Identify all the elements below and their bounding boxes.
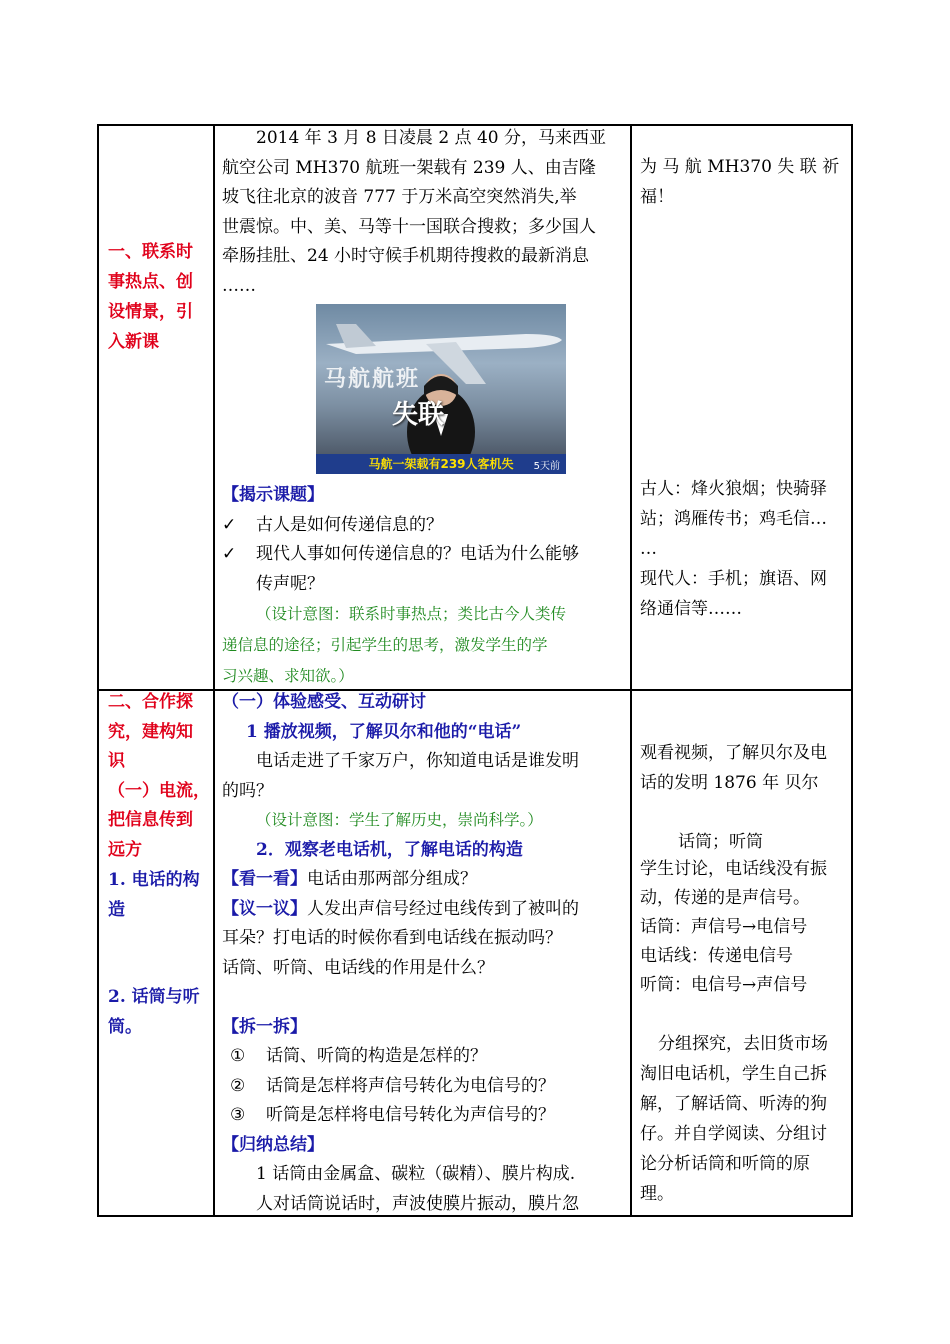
note-line: 电话线：传递电信号 xyxy=(640,946,793,966)
item-text: 话筒、听筒的构造是怎样的？ xyxy=(266,1046,487,1066)
note-line: 福！ xyxy=(640,187,674,207)
number-mark: ② xyxy=(230,1075,246,1096)
row2-section-title xyxy=(108,688,212,865)
numbered-item xyxy=(222,1042,627,1072)
title-line: 设情景，引 xyxy=(108,302,193,322)
summary-text: 人对话筒说话时，声波使膜片振动，膜片忽 xyxy=(256,1193,579,1214)
note-line: 听筒：电信号→声信号 xyxy=(640,975,808,995)
news-photo xyxy=(316,304,566,474)
column-divider xyxy=(630,126,632,1215)
note-line: 为 马 航 MH370 失 联 祈 xyxy=(640,157,840,177)
row2-right-video xyxy=(640,738,845,798)
row2-subtopic-2 xyxy=(108,983,212,1042)
row2-right-discussion xyxy=(640,855,845,1000)
intro-line: 航空公司 MH370 航班一架载有 239 人、由吉隆 xyxy=(222,157,596,178)
item-text: 听筒是怎样将电信号转化为声信号的？ xyxy=(266,1105,555,1125)
check-icon: ✓ xyxy=(222,544,237,564)
take-apart-tag: 【拆一拆】 xyxy=(222,1016,307,1037)
answer-line: 站；鸿雁传书；鸡毛信… xyxy=(640,509,827,529)
design-line: （设计意图：联系时事热点；类比古今人类传 xyxy=(256,605,567,623)
note-line: 理。 xyxy=(640,1184,674,1204)
design-intent xyxy=(222,599,627,692)
title-line: 把信息传到 xyxy=(108,810,193,830)
question-item xyxy=(222,540,627,570)
intro-line: 牵肠挂肚、24 小时守候手机期待搜救的最新消息 xyxy=(222,246,590,266)
summary-text: 1 话筒由金属盒、碳粒（碳精）、膜片构成. xyxy=(256,1164,576,1184)
discuss-text: 人发出声信号经过电线传到了被叫的 xyxy=(307,898,579,919)
answer-line: 络通信等…… xyxy=(640,599,742,619)
numbered-item xyxy=(222,1101,627,1131)
answer-line: … xyxy=(640,539,657,559)
question-text-cont: 传声呢？ xyxy=(256,573,324,594)
design-line: 习兴趣、求知欲。） xyxy=(222,667,354,685)
ticker-text: 马航一架载有239人客机失 xyxy=(368,457,514,471)
question-text: 电话走进了千家万户，你知道电话是谁发明 xyxy=(256,751,579,771)
design-intent: （设计意图：学生了解历史，崇尚科学。） xyxy=(256,811,543,829)
step-heading: 1 播放视频，了解贝尔和他的“电话” xyxy=(246,721,522,742)
news-ticker xyxy=(316,454,566,474)
subtopic-line: 1. 电话的构 xyxy=(108,870,200,890)
intro-line: 坡飞往北京的波音 777 于万米高空突然消失,举 xyxy=(222,187,577,207)
design-line: 递信息的途径；引起学生的思考，激发学生的学 xyxy=(222,636,548,654)
summary-tag: 【归纳总结】 xyxy=(222,1134,324,1155)
note-line: 淘旧电话机，学生自己拆 xyxy=(640,1064,827,1084)
row1-section-title xyxy=(108,237,208,357)
title-line: （一）电流， xyxy=(108,780,210,801)
answer-line: 古人：烽火狼烟；快骑驿 xyxy=(640,479,827,499)
row2-right-explore xyxy=(640,1029,845,1209)
look-text: 电话由那两部分组成？ xyxy=(307,869,477,889)
note-line: 动，传递的是声信号。 xyxy=(640,888,810,908)
note-line: 话筒：声信号→电信号 xyxy=(640,917,808,937)
note-line: 话的发明 1876 年 贝尔 xyxy=(640,773,819,793)
question-item xyxy=(222,511,627,541)
question-text: 古人是如何传递信息的？ xyxy=(256,514,443,535)
question-text: 现代人事如何传递信息的？电话为什么能够 xyxy=(256,544,579,564)
title-line: 事热点、创 xyxy=(108,272,193,292)
question-text: 的吗？ xyxy=(222,780,273,801)
discuss-tag: 【议一议】 xyxy=(222,898,307,919)
subtopic-line: 造 xyxy=(108,899,125,920)
row1-intro-text xyxy=(222,124,622,301)
row1-right-answers xyxy=(640,474,845,624)
row1-topic-section xyxy=(222,481,627,692)
reveal-topic-heading: 【揭示课题】 xyxy=(222,485,324,505)
photo-caption: 马航航班 xyxy=(324,367,421,392)
ticker-time: 5天前 xyxy=(533,461,560,472)
note-line: 分组探究，去旧货市场 xyxy=(658,1034,828,1054)
discuss-text: 话筒、听筒、电话线的作用是什么？ xyxy=(222,957,494,978)
item-text: 话筒是怎样将声信号转化为电信号的？ xyxy=(266,1075,555,1096)
check-icon: ✓ xyxy=(222,514,237,535)
intro-line: …… xyxy=(222,275,256,296)
number-mark: ③ xyxy=(230,1105,246,1125)
intro-line: 2014 年 3 月 8 日凌晨 2 点 40 分，马来西亚 xyxy=(256,128,606,148)
look-tag: 【看一看】 xyxy=(222,869,307,889)
photo-headline: 失联 xyxy=(392,400,445,430)
title-line: 究，建构知 xyxy=(108,721,193,742)
title-line: 一、联系时 xyxy=(108,242,193,262)
row2-right-parts xyxy=(678,827,843,857)
note-line: 仔。并自学阅读、分组讨 xyxy=(640,1124,827,1144)
note-line: 话筒；听筒 xyxy=(678,832,763,852)
title-line: 识 xyxy=(108,751,125,771)
column-divider xyxy=(213,126,215,1215)
intro-line: 世震惊。中、美、马等十一国联合搜救；多少国人 xyxy=(222,216,596,237)
activity-heading: （一）体验感受、互动研讨 xyxy=(222,692,426,712)
step-heading: 2．观察老电话机，了解电话的构造 xyxy=(256,839,523,860)
subtopic-line: 筒。 xyxy=(108,1016,142,1037)
row2-activity xyxy=(222,688,627,1219)
title-line: 入新课 xyxy=(108,332,159,352)
note-line: 解，了解话筒、听涛的狗 xyxy=(640,1094,827,1114)
title-line: 二、合作探 xyxy=(108,692,193,712)
numbered-item xyxy=(222,1072,627,1102)
number-mark: ① xyxy=(230,1046,246,1066)
note-line: 论分析话筒和听筒的原 xyxy=(640,1154,810,1174)
subtopic-line: 2. 话筒与听 xyxy=(108,987,200,1007)
discuss-text: 耳朵？打电话的时候你看到电话线在振动吗？ xyxy=(222,928,562,948)
answer-line: 现代人：手机；旗语、网 xyxy=(640,569,827,589)
row1-right-note xyxy=(640,152,845,212)
title-line: 远方 xyxy=(108,839,142,860)
row2-subtopic-1 xyxy=(108,866,212,925)
note-line: 学生讨论，电话线没有振 xyxy=(640,859,827,879)
note-line: 观看视频，了解贝尔及电 xyxy=(640,743,827,763)
